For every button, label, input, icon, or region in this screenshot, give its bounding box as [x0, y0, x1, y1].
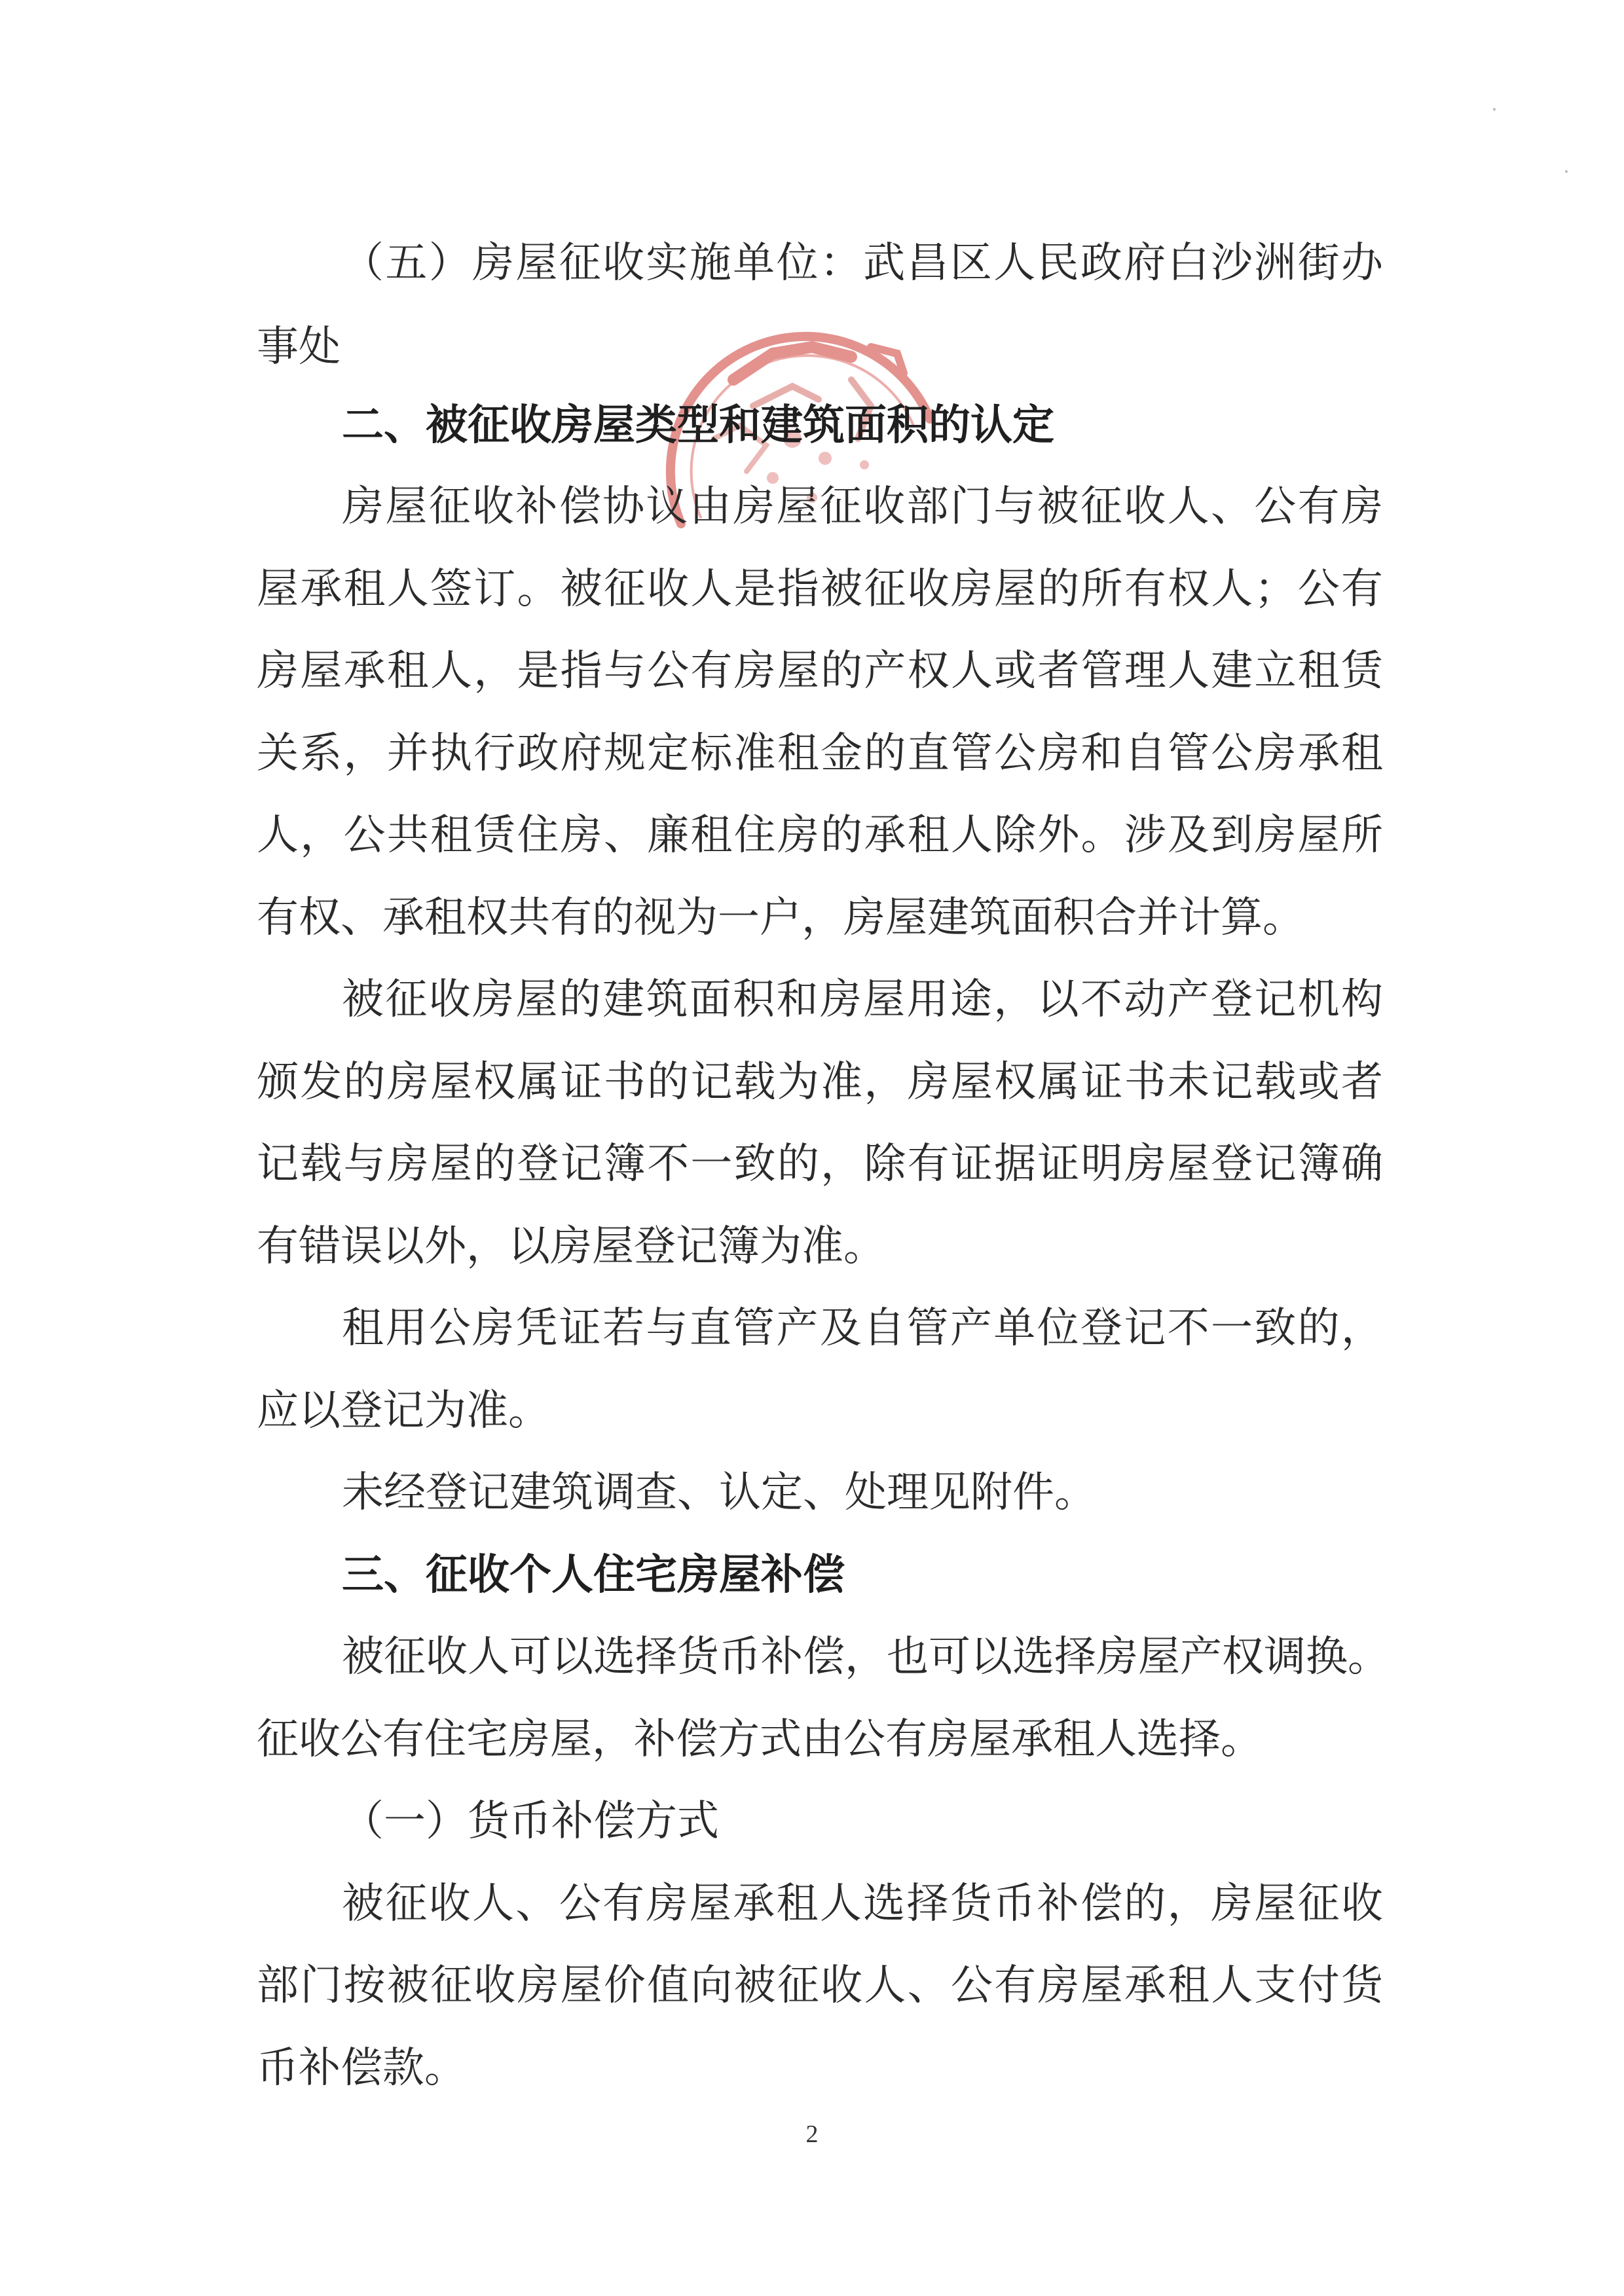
scan-speck: [1493, 108, 1496, 111]
text-line: 租用公房凭证若与直管产及自管产单位登记不一致的，: [342, 1304, 1383, 1353]
text-line: 屋承租人签订。被征收人是指被征收房屋的所有权人；公有: [257, 565, 1383, 613]
text-line: 人，公共租赁住房、廉租住房的承租人除外。涉及到房屋所: [257, 811, 1383, 860]
text-line: 被征收人可以选择货币补偿，也可以选择房屋产权调换。: [342, 1633, 1390, 1681]
text-line: 有错误以外，以房屋登记簿为准。: [257, 1222, 885, 1271]
page-number: 2: [805, 2121, 819, 2148]
text-line: 房屋征收补偿协议由房屋征收部门与被征收人、公有房: [342, 483, 1383, 531]
scan-speck: [1565, 170, 1568, 173]
section-heading: 三、征收个人住宅房屋补偿: [342, 1551, 845, 1599]
text-line: 部门按被征收房屋价值向被征收人、公有房屋承租人支付货: [257, 1961, 1383, 2010]
text-line: 有权、承租权共有的视为一户，房屋建筑面积合并计算。: [257, 894, 1304, 942]
text-line: 颁发的房屋权属证书的记载为准，房屋权属证书未记载或者: [257, 1058, 1383, 1106]
text-line: 事处: [257, 323, 341, 371]
section-heading: 二、被征收房屋类型和建筑面积的认定: [342, 401, 1054, 450]
text-line: 未经登记建筑调查、认定、处理见附件。: [342, 1468, 1096, 1517]
text-line: 征收公有住宅房屋，补偿方式由公有房屋承租人选择。: [257, 1715, 1263, 1764]
text-line: 房屋承租人，是指与公有房屋的产权人或者管理人建立租赁: [257, 647, 1383, 695]
subsection-heading: （一）货币补偿方式: [342, 1797, 719, 1846]
text-line: 币补偿款。: [257, 2044, 466, 2092]
text-line: 应以登记为准。: [257, 1387, 550, 1435]
text-line: 记载与房屋的登记簿不一致的，除有证据证明房屋登记簿确: [257, 1140, 1383, 1188]
text-line: （五）房屋征收实施单位：武昌区人民政府白沙洲街办: [342, 239, 1383, 287]
text-line: 被征收房屋的建筑面积和房屋用途，以不动产登记机构: [342, 975, 1383, 1024]
text-line: 被征收人、公有房屋承租人选择货币补偿的，房屋征收: [342, 1880, 1383, 1928]
text-line: 关系，并执行政府规定标准租金的直管公房和自管公房承租: [257, 729, 1383, 778]
